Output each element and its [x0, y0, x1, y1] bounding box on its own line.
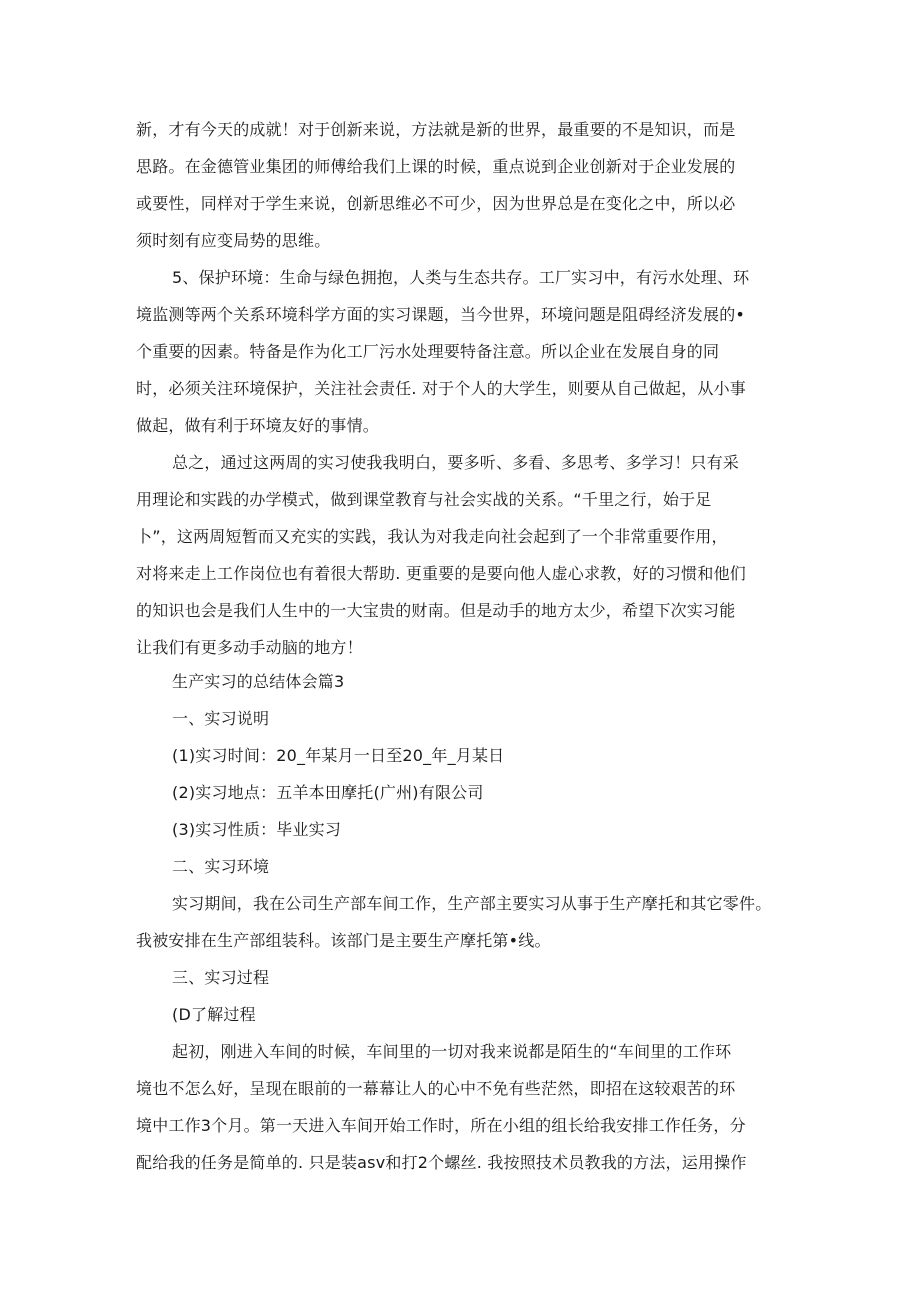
text-line: 总之，通过这两周的实习使我我明白，要多听、多看、多思考、多学习！只有采: [172, 453, 740, 472]
section-title: 生产实习的总结体会篇3: [172, 672, 345, 691]
text-line: 境也不怎么好，呈现在眼前的一幕幕让人的心中不免有些茫然，即招在这较艰苦的环: [136, 1079, 736, 1098]
text-line: 起初，刚进入车间的时候，车间里的一切对我来说都是陌生的“车间里的工作环: [172, 1042, 732, 1061]
list-item: (2)实习地点：五羊本田摩托(广州)有限公司: [172, 783, 484, 802]
text-line: 境监测等两个关系环境科学方面的实习课题，当今世界，环境问题是阻碍经济发展的•: [136, 305, 746, 324]
text-line: 须时刻有应变局势的思维。: [136, 231, 331, 250]
text-line: 个重要的因素。特备是作为化工厂污水处理要特备注意。所以企业在发展自身的同: [136, 342, 720, 361]
section-heading: 三、实习过程: [172, 968, 270, 987]
text-line: 我被安排在生产部组装科。该部门是主要生产摩托第•线。: [136, 931, 551, 950]
text-line: 做起，做有利于环境友好的事情。: [136, 416, 380, 435]
text-line: 或要性，同样对于学生来说，创新思维必不可少，因为世界总是在变化之中，所以必: [136, 194, 736, 213]
text-line: 让我们有更多动手动脑的地方！: [136, 638, 363, 657]
text-line: 时，必须关注环境保护，关注社会责任. 对于个人的大学生，则要从自己做起，从小事: [136, 379, 746, 398]
section-heading: 一、实习说明: [172, 709, 270, 728]
text-line: 思路。在金德管业集团的师傅给我们上课的时候，重点说到企业创新对于企业发展的: [136, 157, 736, 176]
list-item: (3)实习性质：毕业实习: [172, 820, 342, 839]
text-line: 对将来走上工作岗位也有着很大帮助. 更重要的是要向他人虚心求教，好的习惯和他们: [136, 564, 746, 583]
text-line: 新，才有今天的成就！对于创新来说，方法就是新的世界，最重要的不是知识，而是: [136, 120, 736, 139]
text-line: 用理论和实践的办学模式，做到课堂教育与社会实战的关系。“千里之行，始于足: [136, 490, 712, 509]
section-heading: 二、实习环境: [172, 857, 270, 876]
text-line: 配给我的任务是简单的. 只是装asv和打2个螺丝. 我按照技术员教我的方法，运用操作: [136, 1153, 747, 1172]
list-item: (1)实习时间：20_年某月一日至20_年_月某日: [172, 746, 505, 765]
text-line: 的知识也会是我们人生中的一大宝贵的财南。但是动手的地方太少，希望下次实习能: [136, 601, 736, 620]
subsection-heading: (D了解过程: [172, 1005, 256, 1024]
text-line: 5、保护环境：生命与绿色拥抱，人类与生态共存。工厂实习中，有污水处理、环: [172, 268, 750, 287]
text-line: 实习期间，我在公司生产部车间工作，生产部主要实习从事于生产摩托和其它零件。: [172, 894, 772, 913]
text-line: 境中工作3个月。第一天进入车间开始工作时，所在小组的组长给我安排工作任务，分: [136, 1116, 746, 1135]
text-line: 卜”，这两周短暂而又充实的实践，我认为对我走向社会起到了一个非常重要作用，: [136, 527, 728, 546]
